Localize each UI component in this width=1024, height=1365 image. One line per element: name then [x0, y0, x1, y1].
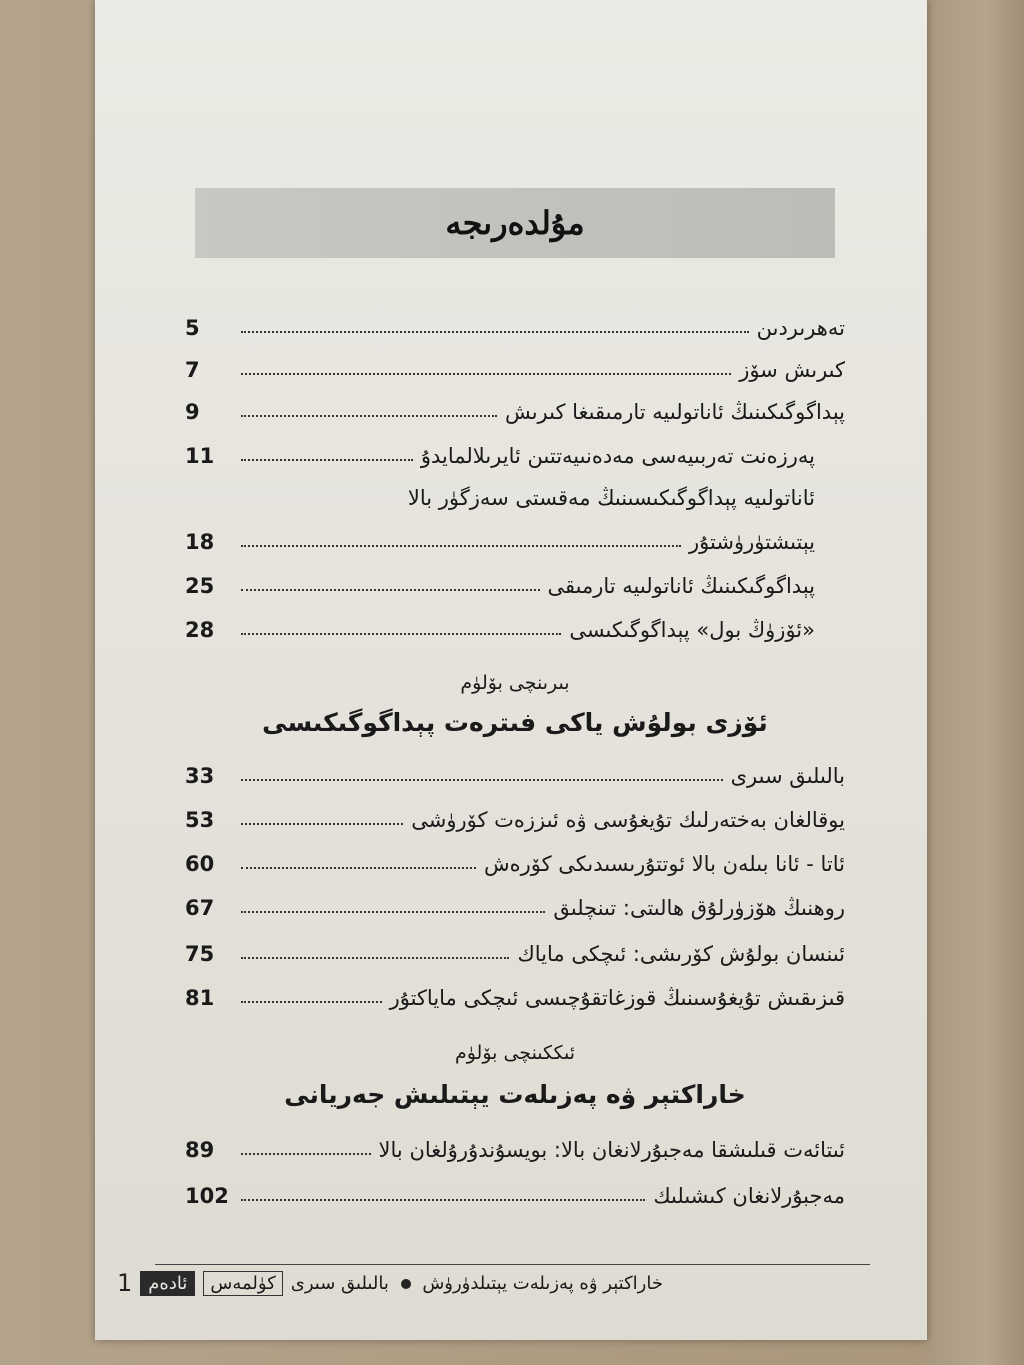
book-page: [95, 0, 927, 1340]
toc-title: ئاناتولىيە پېداگوگىكىسىنىڭ مەقستى سەزگۈر بالا: [407, 486, 815, 510]
toc-page-number: 102: [185, 1184, 229, 1208]
running-head: [291, 1273, 663, 1294]
toc-entry: [185, 840, 845, 876]
publisher-brand-dark: ئادەم: [140, 1271, 195, 1296]
contents-heading-band: [195, 188, 835, 258]
toc-leader-dots: [241, 459, 413, 461]
toc-title: پېداگوگىكىنىڭ ئاناتولىيە تارمىقى: [547, 574, 815, 598]
toc-entry: [185, 1126, 845, 1162]
toc-page-number: 18: [185, 530, 215, 554]
toc-leader-dots: [241, 779, 723, 781]
toc-title: «ئۆزۈڭ بول» پېداگوگىكىسى: [569, 618, 815, 642]
toc-page-number: 81: [185, 986, 215, 1010]
publisher-brand-light: كۈلمەس: [203, 1271, 282, 1296]
section-label: ئىككىنچى بۆلۈم: [454, 1042, 576, 1064]
toc-page-number: 33: [185, 764, 215, 788]
toc-page-number: 7: [185, 358, 200, 382]
toc-entry: [185, 432, 845, 468]
toc-page-number: 9: [185, 400, 200, 424]
toc-title: قىزىقىش تۇيغۇسىنىڭ قوزغاتقۇچىسى ئىچكى ماياكتۇر: [389, 986, 845, 1010]
toc-entry: [185, 346, 845, 382]
toc-page-number: 53: [185, 808, 215, 832]
toc-title: بالىلىق سىرى: [730, 764, 845, 788]
toc-title: روھنىڭ ھۆزۈرلۇق ھالىتى: تىنچلىق: [553, 896, 845, 920]
toc-title: ئىنسان بولۇش كۆرىشى: ئىچكى ماياك: [517, 942, 845, 966]
toc-title: مەجبۇرلانغان كىشىلىك: [653, 1184, 845, 1208]
toc-page-number: 89: [185, 1138, 215, 1162]
toc-title: پەرزەنت تەربىيەسى مەدەنىيەتتىن ئايرىلالمايدۇ: [420, 444, 815, 468]
running-head-left: خاراكتېر ۋە پەزىلەت يېتىلدۈرۈش: [422, 1272, 663, 1294]
toc-leader-dots: [241, 957, 509, 959]
toc-leader-dots: [241, 415, 497, 417]
toc-leader-dots: [241, 545, 681, 547]
toc-leader-dots: [241, 589, 540, 591]
toc-leader-dots: [241, 1153, 371, 1155]
toc-leader-dots: [241, 633, 561, 635]
page-edge: [927, 0, 1024, 1365]
toc-page-number: 75: [185, 942, 215, 966]
toc-title: كىرىش سۆز: [739, 358, 845, 382]
toc-page-number: 11: [185, 444, 215, 468]
toc-entry: [185, 752, 845, 788]
toc-entry: [185, 884, 845, 920]
toc-title: ئاتا - ئانا بىلەن بالا ئوتتۇرىسىدىكى كۆرەش: [483, 852, 845, 876]
toc-title: تەھرىردىن: [756, 316, 845, 340]
toc-leader-dots: [241, 823, 403, 825]
toc-entry: [185, 388, 845, 424]
page-number: 1: [117, 1269, 133, 1297]
contents-heading: مۇلدەرىجە: [445, 204, 585, 242]
toc-page-number: 25: [185, 574, 215, 598]
toc-leader-dots: [241, 911, 545, 913]
toc-page-number: 5: [185, 316, 200, 340]
toc-entry: [185, 562, 845, 598]
footer-rule: [155, 1264, 870, 1265]
toc-leader-dots: [241, 1001, 382, 1003]
toc-page-number: 60: [185, 852, 215, 876]
toc-title: يېتىشتۈرۈشتۇر: [689, 530, 815, 554]
toc-leader-dots: [241, 1199, 645, 1201]
toc-leader-dots: [241, 867, 476, 869]
toc-entry: [185, 474, 845, 510]
section-title: ئۆزى بولۇش ياكى فىترەت پېداگوگىكىسى: [262, 708, 768, 737]
toc-leader-dots: [241, 331, 749, 333]
toc-entry: [185, 518, 845, 554]
toc-entry: [185, 974, 845, 1010]
running-head-right: بالىلىق سىرى: [290, 1272, 389, 1294]
toc-entry: [185, 930, 845, 966]
toc-title: ئىتائەت قىلىشقا مەجبۇرلانغان بالا: بويسۇندۇرۇلغان بالا: [378, 1138, 845, 1162]
section-title: خاراكتېر ۋە پەزىلەت يېتىلىش جەريانى: [284, 1080, 746, 1109]
toc-page-number: 28: [185, 618, 215, 642]
toc-page-number: 67: [185, 896, 215, 920]
toc-leader-dots: [241, 373, 731, 375]
bullet-icon: [401, 1279, 411, 1289]
toc-title: پېداگوگىكىنىڭ ئاناتولىيە تارمىقىغا كىرىش: [504, 400, 845, 424]
toc-entry: [185, 796, 845, 832]
toc-entry: [185, 304, 845, 340]
toc-entry: [185, 1172, 845, 1208]
toc-title: يوقالغان بەختەرلىك تۇيغۇسى ۋە ئىززەت كۆرۈشى: [411, 808, 845, 832]
section-label: بىرىنچى بۆلۈم: [460, 672, 570, 694]
toc-entry: [185, 606, 845, 642]
page-footer: [117, 1266, 663, 1300]
